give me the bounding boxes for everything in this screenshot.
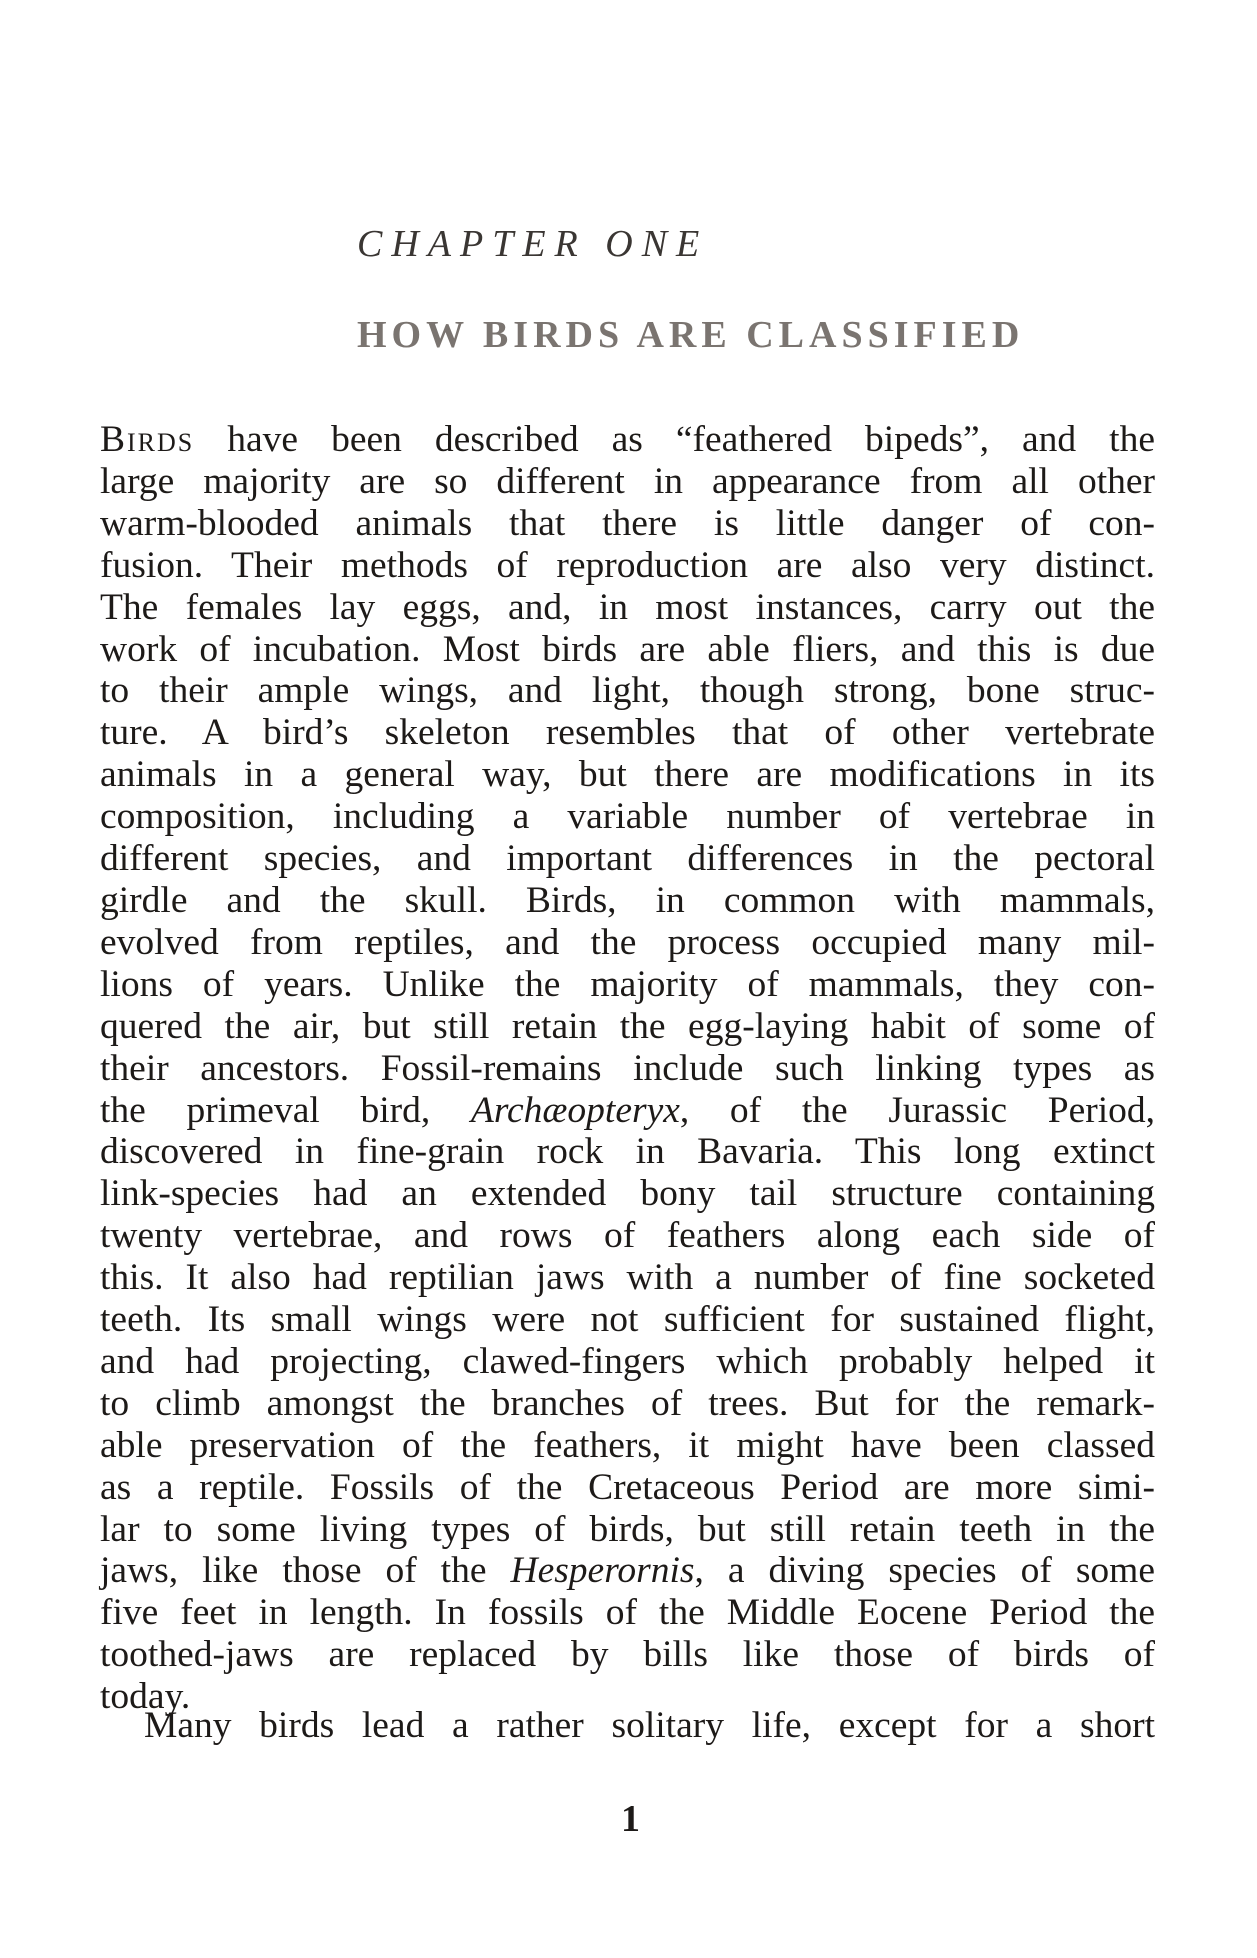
text-line (100, 1550, 1155, 1592)
text-line: The females lay eggs, and, in most instances, carry out the (100, 586, 1155, 628)
paragraph-2 (100, 1705, 1155, 1747)
text-line: evolved from reptiles, and the process occupied many mil- (100, 921, 1155, 963)
text-line (100, 419, 1155, 461)
page-number (0, 1797, 1257, 1841)
text-line: teeth. Its small wings were not sufficient for sustained flight, (100, 1299, 1155, 1341)
text-line: Many birds lead a rather solitary life, except for a short (144, 1705, 1155, 1746)
text-line: able preservation of the feathers, it might have been classed (100, 1424, 1155, 1466)
text-line: warm-blooded animals that there is little danger of con- (100, 502, 1155, 544)
text-line: composition, including a variable number of vertebrae in (100, 796, 1155, 838)
species-name-italic: Hesperornis (510, 1550, 695, 1592)
dropcap-word: Birds (100, 419, 195, 460)
text-line: toothed-jaws are replaced by bills like those of birds of (100, 1634, 1155, 1676)
text-line (100, 1090, 1155, 1132)
text-line: this. It also had reptilian jaws with a number of fine socketed (100, 1257, 1155, 1299)
species-name-italic: Archæopteryx (470, 1089, 680, 1131)
text-line: their ancestors. Fossil-remains include such linking types as (100, 1047, 1155, 1089)
text-line: discovered in fine-grain rock in Bavaria. This long extinct (100, 1131, 1155, 1173)
text-line: lions of years. Unlike the majority of mammals, they con- (100, 963, 1155, 1005)
text-line-part: , of the Jurassic Period, (679, 1089, 1155, 1131)
text-line: quered the air, but still retain the egg-laying habit of some of (100, 1005, 1155, 1047)
text-line: as a reptile. Fossils of the Cretaceous Period are more simi- (100, 1466, 1155, 1508)
page-number-value: 1 (621, 1798, 640, 1840)
text-line: large majority are so different in appearance from all other (100, 460, 1155, 502)
text-line: link-species had an extended bony tail structure containing (100, 1173, 1155, 1215)
text-line: twenty vertebrae, and rows of feathers along each side of (100, 1215, 1155, 1257)
paragraph-1 (100, 419, 1155, 1718)
text-line: work of incubation. Most birds are able fliers, and this is due (100, 628, 1155, 670)
text-line: animals in a general way, but there are modifications in its (100, 754, 1155, 796)
chapter-label: CHAPTER ONE (357, 223, 709, 265)
text-line: lar to some living types of birds, but still retain teeth in the (100, 1508, 1155, 1550)
text-line: different species, and important differences in the pectoral (100, 838, 1155, 880)
text-line-part: , a diving species of some (694, 1550, 1155, 1592)
text-line: today. (100, 1676, 191, 1718)
text-line: girdle and the skull. Birds, in common with mammals, (100, 879, 1155, 921)
text-line-part: have been described as “feathered bipeds”, and the (194, 419, 1155, 460)
chapter-title: HOW BIRDS ARE CLASSIFIED (357, 314, 1025, 356)
text-line-part: jaws, like those of the (100, 1550, 511, 1592)
text-line: ture. A bird’s skeleton resembles that of other vertebrate (100, 712, 1155, 754)
text-line: and had projecting, clawed-fingers which probably helped it (100, 1340, 1155, 1382)
text-line: five feet in length. In fossils of the Middle Eocene Period the (100, 1592, 1155, 1634)
text-line: to climb amongst the branches of trees. But for the remark- (100, 1382, 1155, 1424)
text-line: fusion. Their methods of reproduction are also very distinct. (100, 544, 1155, 586)
text-line-part: the primeval bird, (100, 1089, 471, 1131)
text-line: to their ample wings, and light, though strong, bone struc- (100, 670, 1155, 712)
